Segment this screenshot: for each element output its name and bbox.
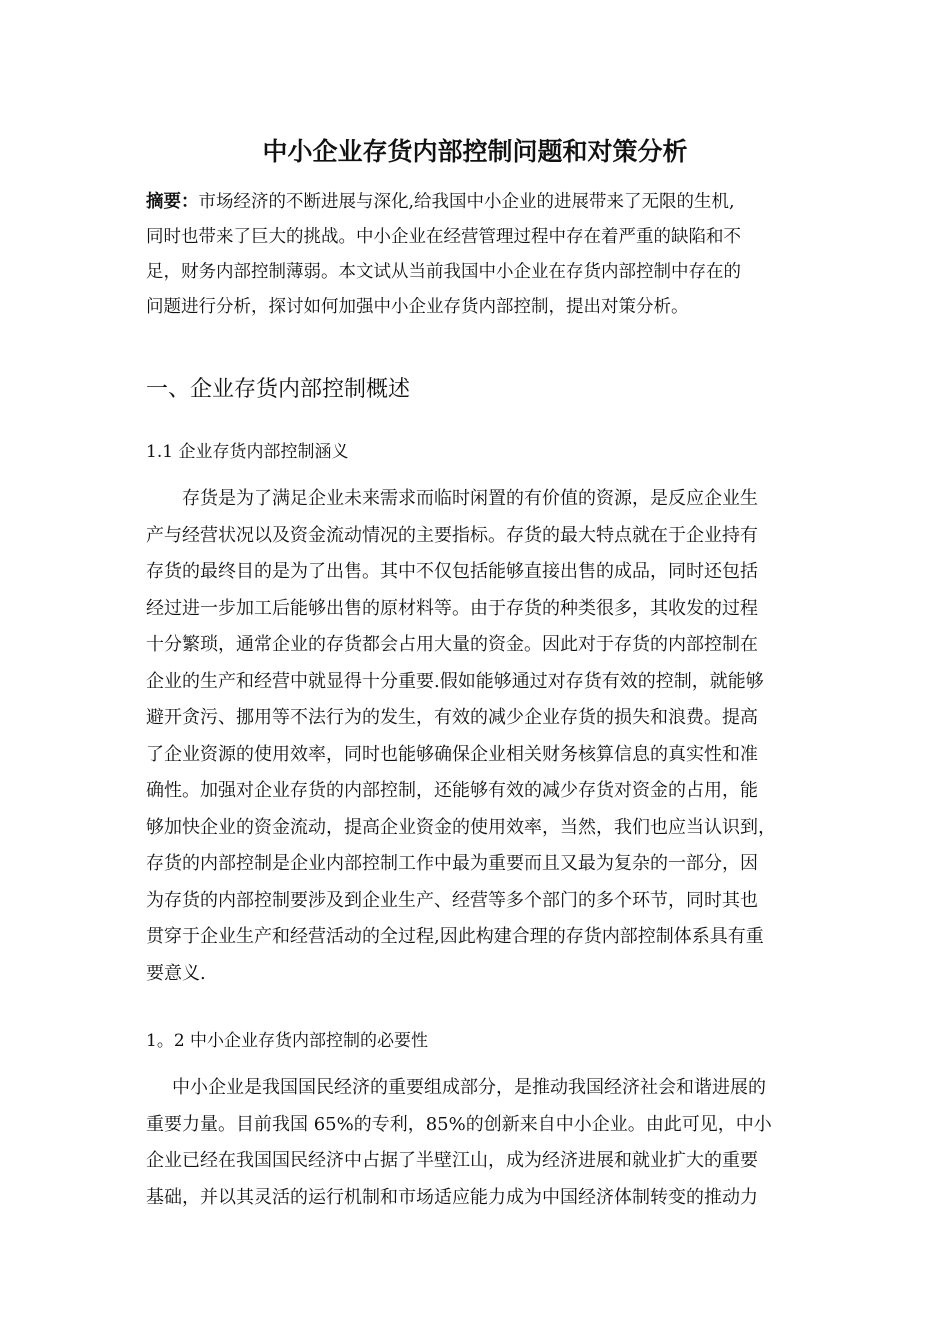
body-paragraph [146, 1070, 832, 1216]
paragraph-line: 中小企业是我国国民经济的重要组成部分，是推动我国经济社会和谐进展的 [172, 1077, 766, 1098]
subsection-heading: 1。2 中小企业存货内部控制的必要性 [146, 1031, 429, 1051]
document-title: 中小企业存货内部控制问题和对策分析 [262, 137, 688, 166]
paragraph-line: 企业的生产和经营中就显得十分重要.假如能够通过对存货有效的控制，就能够 [146, 670, 764, 692]
abstract-label: 摘要： [146, 192, 199, 212]
paragraph-line: 十分繁琐，通常企业的存货都会占用大量的资金。因此对于存货的内部控制在 [146, 634, 758, 655]
abstract-line: 问题进行分析，探讨如何加强中小企业存货内部控制，提出对策分析。 [146, 297, 689, 317]
section-heading: 一、企业存货内部控制概述 [146, 377, 411, 402]
paragraph-line: 基础，并以其灵活的运行机制和市场适应能力成为中国经济体制转变的推动力 [146, 1186, 758, 1208]
paragraph-line: 经过进一步加工后能够出售的原材料等。由于存货的种类很多，其收发的过程 [146, 597, 758, 619]
paragraph-line: 企业已经在我国国民经济中占据了半壁江山，成为经济进展和就业扩大的重要 [146, 1150, 758, 1171]
subsection-heading: 1.1 企业存货内部控制涵义 [146, 442, 349, 462]
paragraph-line: 产与经营状况以及资金流动情况的主要指标。存货的最大特点就在于企业持有 [146, 524, 758, 546]
paragraph-line: 贯穿于企业生产和经营活动的全过程,因此构建合理的存货内部控制体系具有重 [146, 926, 764, 947]
abstract [146, 185, 810, 325]
abstract-line: 同时也带来了巨大的挑战。中小企业在经营管理过程中存在着严重的缺陷和不 [146, 227, 741, 247]
paragraph-line: 避开贪污、挪用等不法行为的发生，有效的减少企业存货的损失和浪费。提高 [146, 707, 758, 728]
paragraph-line: 存货的内部控制是企业内部控制工作中最为重要而且又最为复杂的一部分，因 [146, 853, 758, 874]
paragraph-line: 存货的最终目的是为了出售。其中不仅包括能够直接出售的成品，同时还包括 [146, 561, 758, 582]
paragraph-line: 了企业资源的使用效率，同时也能够确保企业相关财务核算信息的真实性和准 [146, 743, 758, 765]
abstract-line: 足，财务内部控制薄弱。本文试从当前我国中小企业在存货内部控制中存在的 [146, 262, 741, 282]
body-paragraph [146, 481, 832, 992]
paragraph-line: 确性。加强对企业存货的内部控制，还能够有效的减少存货对资金的占用，能 [146, 780, 758, 801]
paragraph-line: 重要力量。目前我国 65%的专利，85%的创新来自中小企业。由此可见，中小 [146, 1113, 772, 1135]
paragraph-line: 为存货的内部控制要涉及到企业生产、经营等多个部门的多个环节，同时其也 [146, 889, 758, 911]
abstract-line: 市场经济的不断进展与深化,给我国中小企业的进展带来了无限的生机, [198, 192, 735, 212]
paragraph-line: 够加快企业的资金流动，提高企业资金的使用效率，当然，我们也应当认识到， [146, 816, 776, 838]
paragraph-line: 要意义. [146, 962, 206, 984]
paragraph-line: 存货是为了满足企业未来需求而临时闲置的有价值的资源，是反应企业生 [182, 488, 758, 509]
